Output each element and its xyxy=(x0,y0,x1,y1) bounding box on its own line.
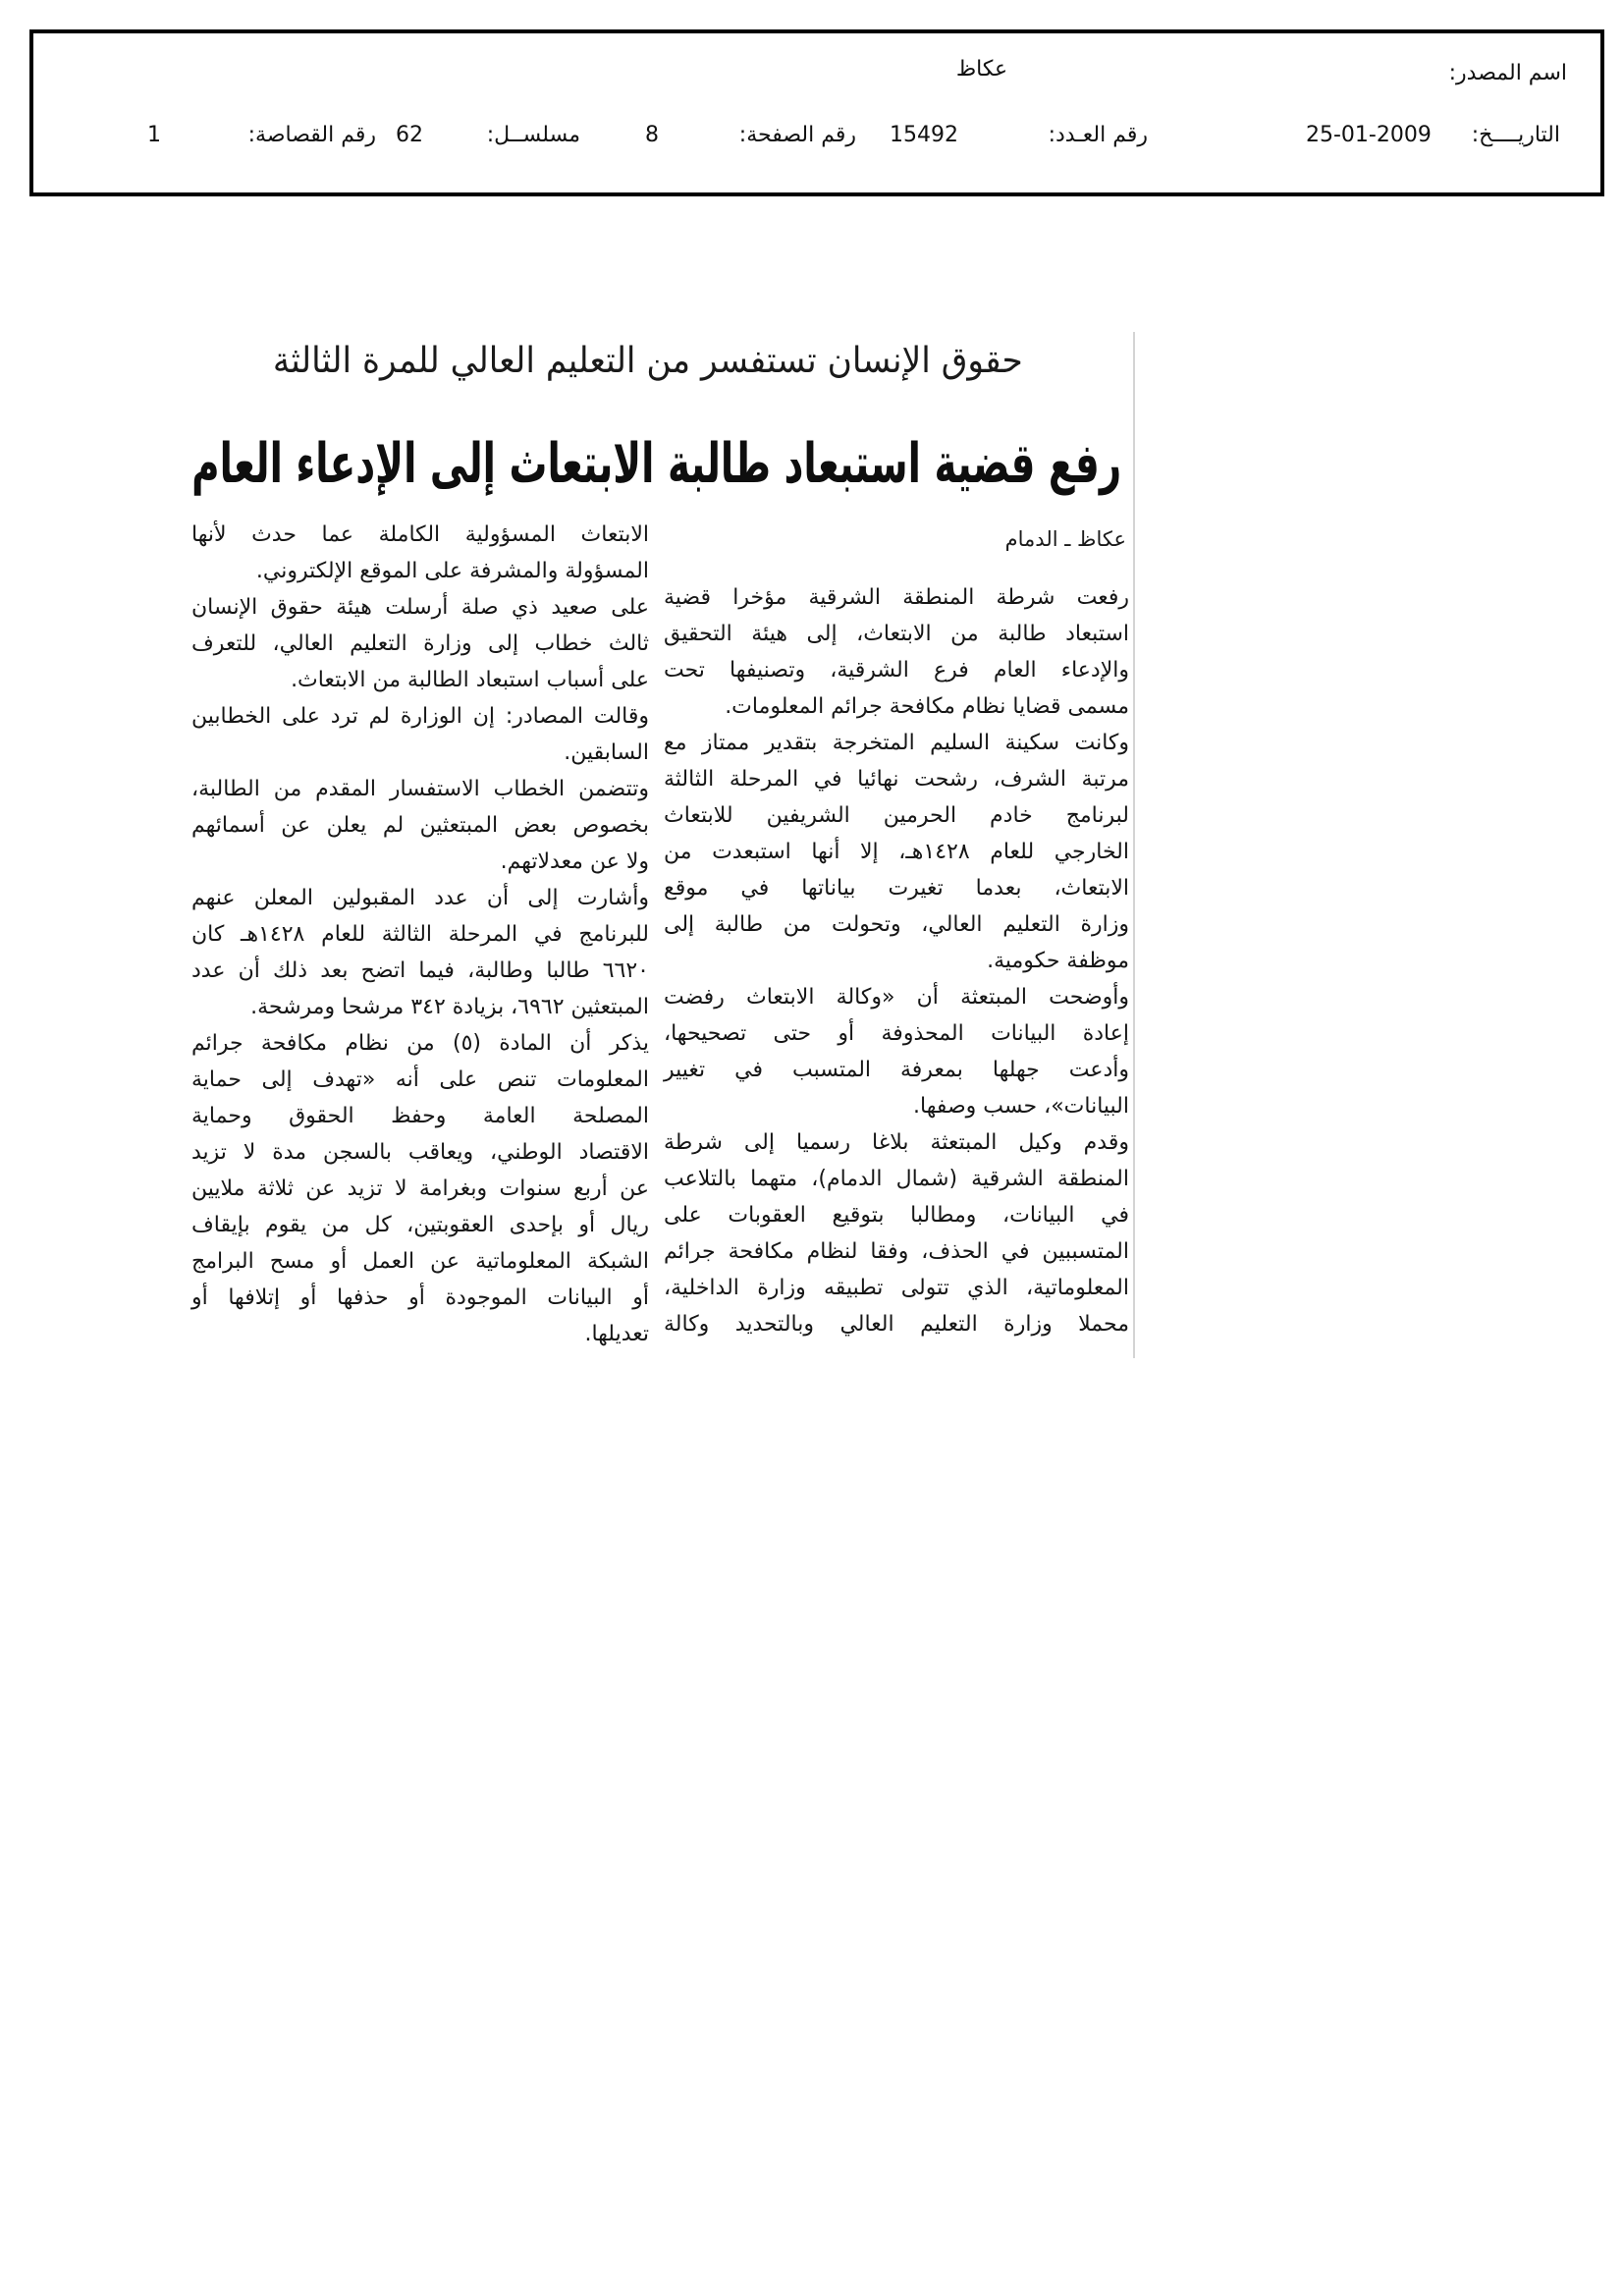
article-kicker xyxy=(273,338,1023,385)
text-line-content: أو البيانات الموجودة أو حذفها أو إتلافها أو xyxy=(191,1285,649,1310)
text-line xyxy=(191,807,649,844)
text-line xyxy=(664,797,1129,834)
text-line xyxy=(664,1124,1129,1161)
date-value: 25-01-2009 xyxy=(1306,123,1432,147)
text-line xyxy=(664,870,1129,906)
text-line-content: تعديلها. xyxy=(584,1322,649,1346)
text-line xyxy=(191,1062,649,1098)
text-line xyxy=(191,1207,649,1243)
text-line xyxy=(664,1306,1129,1342)
text-line xyxy=(191,1243,649,1280)
text-line xyxy=(191,698,649,735)
text-line-content: السابقين. xyxy=(564,740,649,765)
text-line-content: المتسببين في الحذف، وفقا لنظام مكافحة جرائم xyxy=(664,1239,1129,1264)
text-line-content: البيانات»، حسب وصفها. xyxy=(913,1094,1129,1119)
text-line xyxy=(191,662,649,698)
text-line xyxy=(191,844,649,880)
text-line-content: للبرنامج في المرحلة الثالثة للعام ١٤٢٨هـ كان xyxy=(191,922,649,947)
serial-label: مسلســل: xyxy=(486,123,580,147)
text-line xyxy=(191,1098,649,1134)
text-line-content: محملا وزارة التعليم العالي وبالتحديد وكالة xyxy=(664,1312,1129,1337)
text-line-content: وأدعت جهلها بمعرفة المتسبب في تغيير xyxy=(664,1058,1129,1082)
source-name: عكاظ xyxy=(955,57,1008,82)
text-line-content: وقدم وكيل المبتعثة بلاغا رسميا إلى شرطة xyxy=(664,1130,1129,1155)
text-line xyxy=(191,1025,649,1062)
text-line-content: الابتعاث المسؤولية الكاملة عما حدث لأنها xyxy=(191,522,649,547)
text-line-content: مرتبة الشرف، رشحت نهائيا في المرحلة الثالثة xyxy=(664,767,1129,792)
text-line-content: الخارجي للعام ١٤٢٨هـ، إلا أنها استبعدت من xyxy=(664,840,1129,864)
text-line xyxy=(664,906,1129,943)
text-line-content: والإدعاء العام فرع الشرقية، وتصنيفها تحت xyxy=(664,658,1129,683)
text-line xyxy=(664,688,1129,725)
text-line xyxy=(664,1270,1129,1306)
text-line xyxy=(191,953,649,989)
clipping-number-value: 1 xyxy=(147,123,161,147)
text-line xyxy=(664,579,1129,616)
text-line-content: ٦٦٢٠ طالبا وطالبة، فيما اتضح بعد ذلك أن عدد xyxy=(191,958,649,983)
text-line-content: وتتضمن الخطاب الاستفسار المقدم من الطالبة، xyxy=(191,777,649,801)
text-line-content: مسمى قضايا نظام مكافحة جرائم المعلومات. xyxy=(725,694,1129,719)
text-line-content: ثالث خطاب إلى وزارة التعليم العالي، للتعرف xyxy=(191,631,649,656)
text-line-content: على صعيد ذي صلة أرسلت هيئة حقوق الإنسان xyxy=(191,595,649,620)
text-line-content: المنطقة الشرقية (شمال الدمام)، متهما بالتلاعب xyxy=(664,1167,1129,1191)
text-line-content: وأوضحت المبتعثة أن «وكالة الابتعاث رفضت xyxy=(664,985,1129,1010)
text-line xyxy=(664,1088,1129,1124)
article-headline xyxy=(191,428,1121,501)
text-line-content: موظفة حكومية. xyxy=(987,949,1129,973)
article-byline: عكاظ ـ الدمام xyxy=(1004,527,1126,551)
text-line xyxy=(664,761,1129,797)
clipping-number-label: رقم القصاصة: xyxy=(247,123,376,147)
text-line-content: استبعاد طالبة من الابتعاث، إلى هيئة التحقيق xyxy=(664,622,1129,646)
text-line xyxy=(191,553,649,589)
text-line-content: يذكر أن المادة (٥) من نظام مكافحة جرائم xyxy=(191,1031,649,1056)
scan-edge-line xyxy=(1133,332,1135,1358)
text-line-content: ريال أو بإحدى العقوبتين، كل من يقوم بإيقاف xyxy=(191,1213,649,1237)
text-line xyxy=(191,880,649,916)
text-line xyxy=(191,1171,649,1207)
text-line xyxy=(191,916,649,953)
text-line-content: المعلوماتية، الذي تتولى تطبيقه وزارة الداخلية، xyxy=(664,1276,1129,1300)
clipping-info-box xyxy=(29,29,1604,196)
text-line xyxy=(664,1233,1129,1270)
text-line-content: في البيانات، ومطالبا بتوقيع العقوبات على xyxy=(664,1203,1129,1228)
text-line xyxy=(664,1052,1129,1088)
text-line-content: إعادة البيانات المحذوفة أو حتى تصحيحها، xyxy=(664,1021,1129,1046)
page-number-value: 8 xyxy=(645,123,659,147)
text-line xyxy=(191,1134,649,1171)
text-line-content: رفعت شرطة المنطقة الشرقية مؤخرا قضية xyxy=(664,585,1129,610)
issue-number-label: رقم العـدد: xyxy=(1048,123,1148,147)
page-number-label: رقم الصفحة: xyxy=(738,123,856,147)
article-column-left xyxy=(191,517,649,1352)
text-line xyxy=(191,735,649,771)
issue-number-value: 15492 xyxy=(890,123,958,147)
text-line-content: بخصوص بعض المبتعثين لم يعلن عن أسمائهم xyxy=(191,813,649,838)
text-line-content: الابتعاث، بعدما تغيرت بياناتها في موقع xyxy=(664,876,1129,901)
text-line xyxy=(664,616,1129,652)
text-line-content: وقالت المصادر: إن الوزارة لم ترد على الخطابين xyxy=(191,704,649,729)
text-line xyxy=(191,771,649,807)
article-column-right xyxy=(664,579,1129,1342)
text-line-content: المبتعثين ٦٩٦٢، بزيادة ٣٤٢ مرشحا ومرشحة. xyxy=(250,995,649,1019)
text-line-content: الشبكة المعلوماتية عن العمل أو مسح البرامج xyxy=(191,1249,649,1274)
article-kicker-text: حقوق الإنسان تستفسر من التعليم العالي للمرة الثالثة xyxy=(273,341,1024,381)
text-line-content: على أسباب استبعاد الطالبة من الابتعاث. xyxy=(291,668,649,692)
text-line-content: وكانت سكينة السليم المتخرجة بتقدير ممتاز مع xyxy=(664,731,1129,755)
text-line xyxy=(191,517,649,553)
text-line-content: المعلومات تنص على أنه «تهدف إلى حماية xyxy=(191,1067,649,1092)
text-line-content: وزارة التعليم العالي، وتحولت من طالبة إلى xyxy=(664,912,1129,937)
serial-value: 62 xyxy=(396,123,423,147)
text-line xyxy=(191,989,649,1025)
text-line xyxy=(664,725,1129,761)
date-label: التاريــــخ: xyxy=(1471,123,1560,147)
text-line-content: لبرنامج خادم الحرمين الشريفين للابتعاث xyxy=(664,803,1129,828)
text-line xyxy=(191,1280,649,1316)
text-line xyxy=(664,979,1129,1015)
text-line-content: عن أربع سنوات وبغرامة لا تزيد عن ثلاثة ملايين xyxy=(191,1176,649,1201)
text-line xyxy=(191,1316,649,1352)
text-line xyxy=(664,652,1129,688)
text-line-content: المصلحة العامة وحفظ الحقوق وحماية xyxy=(191,1104,649,1128)
text-line-content: ولا عن معدلاتهم. xyxy=(500,849,649,874)
text-line xyxy=(191,626,649,662)
article-headline-text: رفع قضية استبعاد طالبة الابتعاث إلى الإدعاء العام xyxy=(191,432,1122,496)
text-line-content: وأشارت إلى أن عدد المقبولين المعلن عنهم xyxy=(191,886,649,910)
text-line xyxy=(664,1197,1129,1233)
text-line xyxy=(664,943,1129,979)
text-line xyxy=(664,834,1129,870)
text-line-content: المسؤولة والمشرفة على الموقع الإلكتروني. xyxy=(255,559,649,583)
text-line xyxy=(664,1015,1129,1052)
text-line-content: الاقتصاد الوطني، ويعاقب بالسجن مدة لا تزيد xyxy=(191,1140,649,1165)
text-line xyxy=(664,1161,1129,1197)
text-line xyxy=(191,589,649,626)
source-label: اسم المصدر: xyxy=(1448,61,1567,85)
